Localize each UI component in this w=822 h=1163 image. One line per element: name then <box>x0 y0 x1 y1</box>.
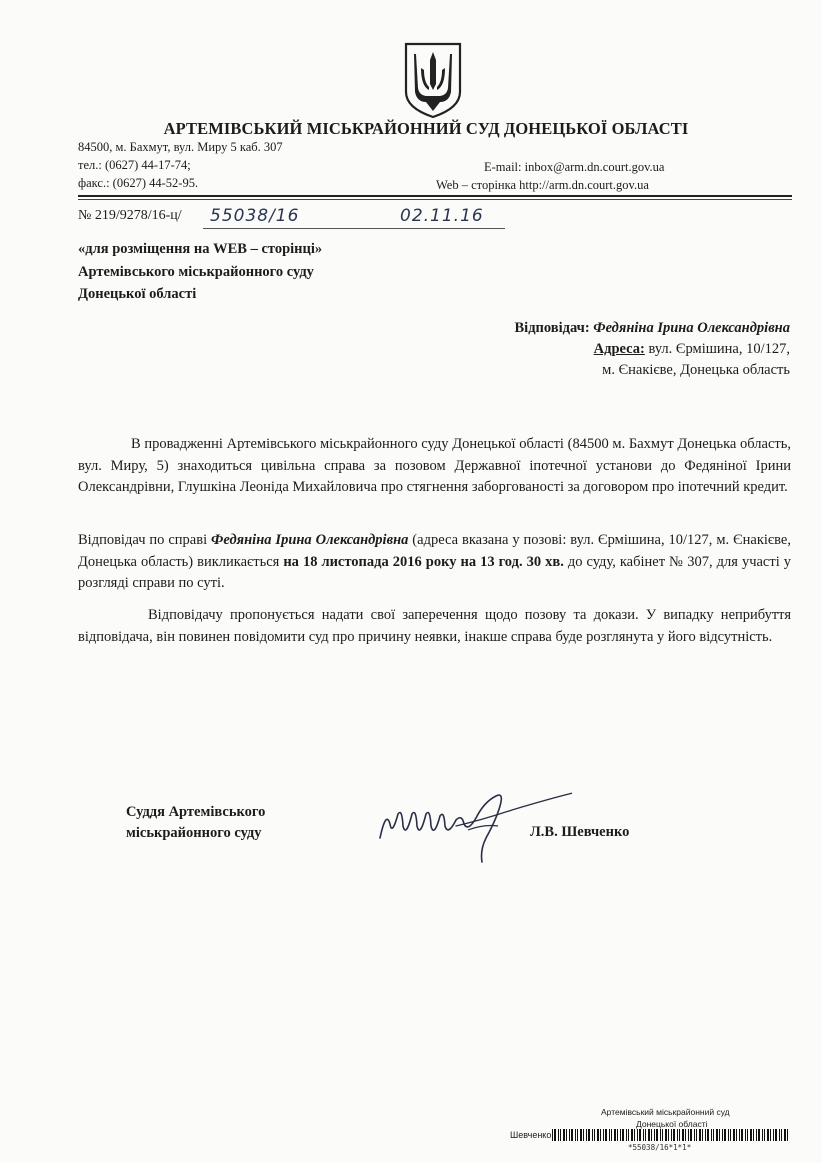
court-fax: факс.: (0627) 44-52-95. <box>78 176 199 190</box>
stamp-court-line-1: Артемівський міськрайонний суд <box>601 1107 730 1117</box>
summons-text-b: (адреса вказана у позові: вул. Єрмішина, 10/127, м. Єнакієве, Донецька область) викликається <box>78 532 791 570</box>
court-name: АРТЕМІВСЬКИЙ МІСЬКРАЙОННИЙ СУД ДОНЕЦЬКОЇ ОБЛАСТІ <box>163 119 689 138</box>
handwritten-reference-date: 02.11.16 <box>400 206 484 226</box>
summons-text-c: до суду, кабінет № 307, для участі у розгляді справи по суті. <box>78 553 791 591</box>
court-website: Web – сторінка http://arm.dn.court.gov.ua <box>436 178 649 192</box>
court-phone: тел.: (0627) 44-17-74; <box>78 158 191 172</box>
court-email: E-mail: inbox@arm.dn.court.gov.ua <box>484 160 665 174</box>
judge-title <box>126 802 265 844</box>
web-note-line-2: Артемівського міськрайонного суду <box>78 263 314 280</box>
handwritten-reference-number: 55038/16 <box>210 206 300 226</box>
address-label: Адреса: <box>593 341 645 357</box>
paragraph-case-info: В провадженні Артемівського міськрайонного суду Донецької області (84500 м. Бахмут Донецька область, вул. Миру, 5) знаходиться цивільна справа за позовом Державної іпотечної установи до Федяніної Ірини Олександрівни, Глушкіна Леоніда Михайловича про стягнення заборгованості за договором про іпотечний кредит. <box>78 436 791 495</box>
header-rule <box>78 195 792 197</box>
respondent-name: Федяніна Ірина Олександрівна <box>593 320 790 336</box>
reference-underline <box>203 228 505 229</box>
paragraph-summons <box>78 530 791 595</box>
web-note-line-3: Донецької області <box>78 286 197 302</box>
barcode-icon <box>552 1129 790 1141</box>
trident-coat-of-arms-icon <box>402 40 464 120</box>
summons-respondent-name: Федяніна Ірина Олександрівна <box>211 532 409 548</box>
judge-title-line-1: Суддя Артемівського <box>126 804 266 820</box>
respondent-block <box>515 318 791 381</box>
reference-prefix: № 219/9278/16-ц/ <box>78 208 182 223</box>
handwritten-signature-icon <box>372 780 572 865</box>
judge-name: Л.В. Шевченко <box>530 824 630 840</box>
summons-text-a: Відповідач по справі <box>78 532 212 548</box>
stamp-code: *55038/16*1*1* <box>628 1143 692 1152</box>
stamp-court-line-2: Донецької області <box>636 1119 708 1129</box>
address-line-1: вул. Єрмішина, 10/127, <box>648 341 790 357</box>
web-placement-note <box>78 238 322 306</box>
summons-date-time: на 18 листопада 2016 року на 13 год. 30 хв. <box>283 553 564 570</box>
paragraph-objections: Відповідачу пропонується надати свої заперечення щодо позову та докази. У випадку неприбуття відповідача, він повинен повідомити суд про причину неявки, інакше справа буде розглянута у його відсутність. <box>78 607 791 645</box>
address-line-2: м. Єнакієве, Донецька область <box>602 362 790 378</box>
header-rule-thin <box>78 199 792 200</box>
web-note-line-1: «для розміщення на WEB – сторінці» <box>78 241 323 257</box>
judge-title-line-2: міськрайонного суду <box>126 825 262 841</box>
respondent-label: Відповідач: <box>514 320 590 336</box>
stamp-author: Шевченко <box>510 1130 552 1140</box>
court-address: 84500, м. Бахмут, вул. Миру 5 каб. 307 <box>78 140 283 154</box>
